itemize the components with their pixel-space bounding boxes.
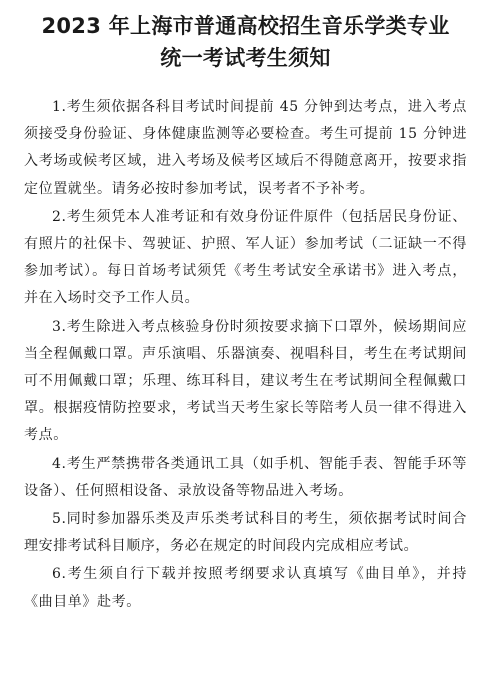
paragraph-4: 4.考生严禁携带各类通讯工具（如手机、智能手表、智能手环等设备）、任何照相设备、录放设备等物品进入考场。 [24,455,467,499]
paragraph-6: 6.考生须自行下载并按照考纲要求认真填写《曲目单》，并持《曲目单》赴考。 [24,566,467,610]
paragraph-2: 2.考生须凭本人准考证和有效身份证件原件（包括居民身份证、有照片的社保卡、驾驶证、护照、军人证）参加考试（二证缺一不得参加考试）。每日首场考试须凭《考生考试安全承诺书》进入考点，并在入场时交予工作人员。 [24,208,467,307]
paragraph-1: 1.考生须依据各科目考试时间提前 45 分钟到达考点，进入考点须接受身份验证、身体健康监测等必要检查。考生可提前 15 分钟进入考场或候考区域，进入考场及候考区域后不得随意离开，按要求指定位置就坐。请务必按时参加考试，误考者不予补考。 [24,99,467,197]
document-title [24,10,467,74]
title-line-1: 2023 年上海市普通高校招生音乐学类专业 [41,14,450,38]
notice-body [24,94,467,616]
title-line-2: 统一考试考生须知 [160,46,331,70]
paragraph-3: 3.考生除进入考点核验身份时须按要求摘下口罩外，候场期间应当全程佩戴口罩。声乐演唱、乐器演奏、视唱科目，考生在考试期间可不用佩戴口罩；乐理、练耳科目，建议考生在考试期间全程佩戴口罩。根据疫情防控要求，考试当天考生家长等陪考人员一律不得进入考点。 [24,318,467,444]
paragraph-5: 5.同时参加器乐类及声乐类考试科目的考生，须依据考试时间合理安排考试科目顺序，务必在规定的时间段内完成相应考试。 [24,511,467,555]
